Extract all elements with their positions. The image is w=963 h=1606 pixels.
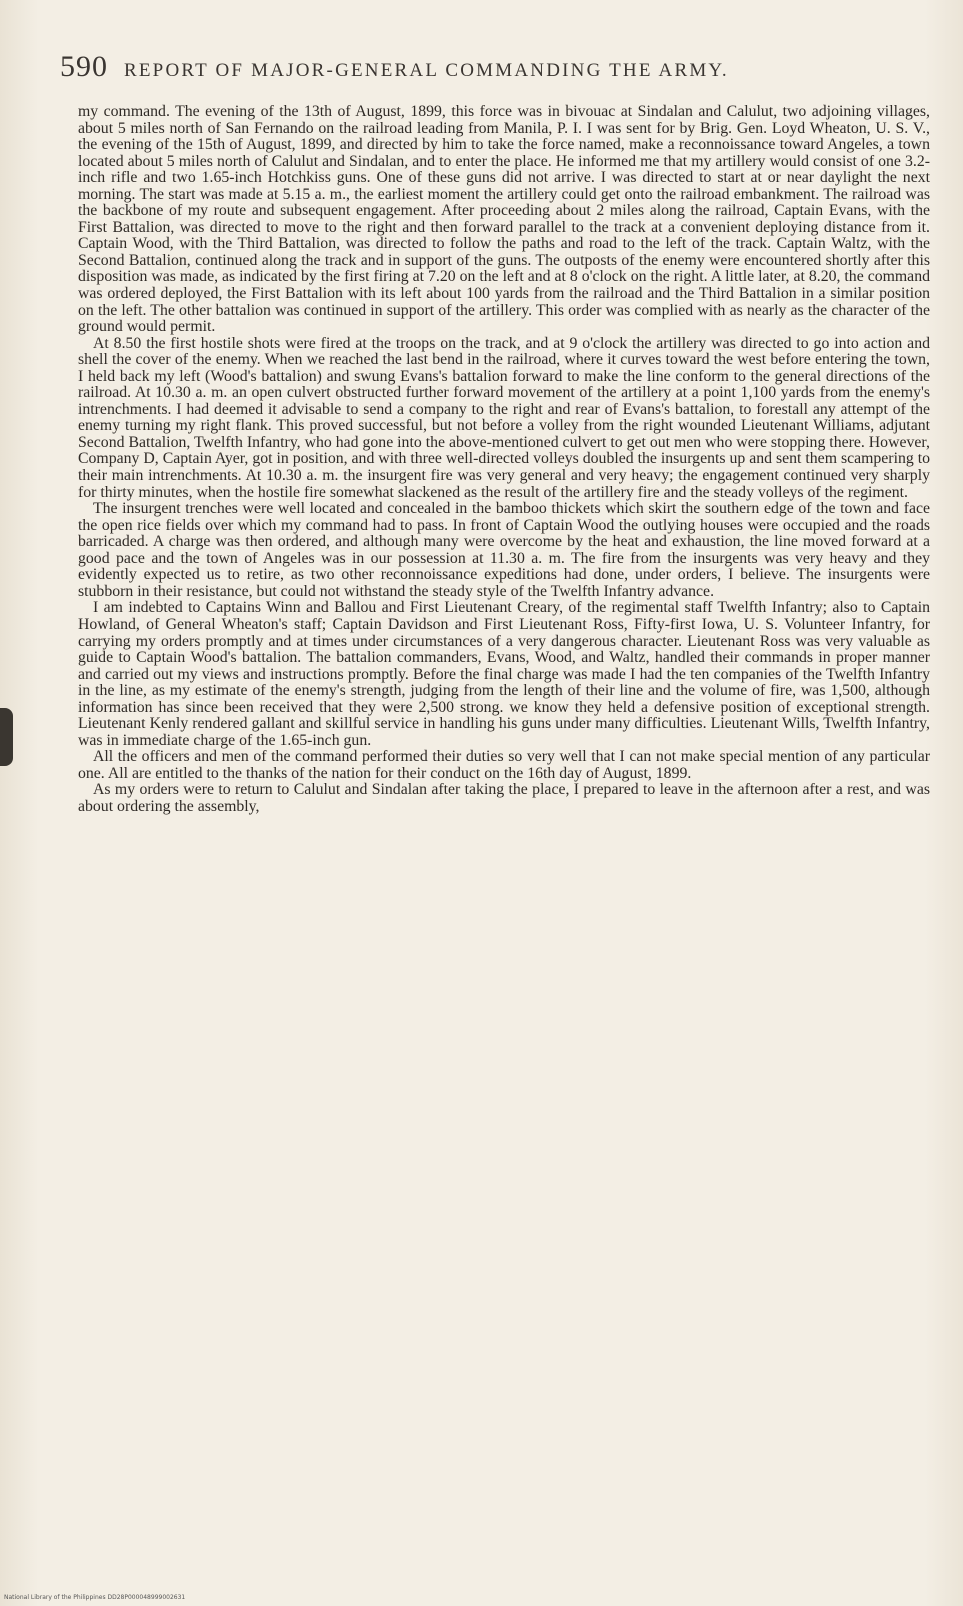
running-title: REPORT OF MAJOR-GENERAL COMMANDING THE ARMY. (124, 60, 729, 81)
paragraph-1: my command. The evening of the 13th of August, 1899, this force was in bivouac at Sindalan and Calulut, two adjoining villages, about 5 miles north of San Fernando on the railroad leading from Manila, P. I. I was sent for by Brig. Gen. Loyd Wheaton, U. S. V., the evening of the 15th of August, 1899, and directed by him to take the force named, make a reconnoissance toward Angeles, a town located about 5 miles north of Calulut and Sindalan, and to enter the place. He informed me that my artillery would consist of one 3.2-inch rifle and two 1.65-inch Hotchkiss guns. One of these guns did not arrive. I was directed to start at or near daylight the next morning. The start was made at 5.15 a. m., the earliest moment the artillery could get onto the railroad embankment. The railroad was the backbone of my route and subsequent engagement. After proceeding about 2 miles along the railroad, Captain Evans, with the First Battalion, was directed to move to the right and then forward parallel to the track at a convenient deploying distance from it. Captain Wood, with the Third Battalion, was directed to follow the paths and road to the left of the track. Captain Waltz, with the Second Battalion, continued along the track and in support of the guns. The outposts of the enemy were encountered shortly after this disposition was made, as indicated by the first firing at 7.20 on the left and at 8 o'clock on the right. A little later, at 8.20, the command was ordered deployed, the First Battalion with its left about 100 yards from the railroad and the Third Battalion in a similar position on the left. The other battalion was continued in support of the artillery. This order was complied with as nearly as the character of the ground would permit. (78, 103, 930, 336)
paragraph-6: As my orders were to return to Calulut and Sindalan after taking the place, I prepared to leave in the afternoon after a rest, and was about ordering the assembly, (78, 781, 930, 815)
paragraph-2: At 8.50 the first hostile shots were fired at the troops on the track, and at 9 o'clock the artillery was directed to go into action and shell the cover of the enemy. When we reached the last bend in the railroad, where it curves toward the west before entering the town, I held back my left (Wood's battalion) and swung Evans's battalion forward to make the line conform to the general directions of the railroad. At 10.30 a. m. an open culvert obstructed further forward movement of the artillery at a point 1,100 yards from the enemy's intrenchments. I had deemed it advisable to send a company to the right and rear of Evans's battalion, to forestall any attempt of the enemy turning my right flank. This proved successful, but not before a volley from the right wounded Lieutenant Williams, adjutant Second Battalion, Twelfth Infantry, who had gone into the above-mentioned culvert to get out men who were stopping there. However, Company D, Captain Ayer, got in position, and with three well-directed volleys doubled the insurgents up and sent them scampering to their main intrenchments. At 10.30 a. m. the insurgent fire was very general and very heavy; the engagement continued very sharply for thirty minutes, when the hostile fire somewhat slackened as the result of the artillery fire and the steady volleys of the regiment. (78, 334, 930, 501)
report-body (78, 104, 930, 816)
binding-shadow-mark (0, 708, 13, 766)
page-number: 590 (60, 50, 108, 83)
paragraph-4: I am indebted to Captains Winn and Ballou and First Lieutenant Creary, of the regimental staff Twelfth Infantry; also to Captain Howland, of General Wheaton's staff; Captain Davidson and First Lieutenant Ross, Fifty-first Iowa, U. S. Volunteer Infantry, for carrying my orders promptly and at times under circumstances of a very dangerous character. Lieutenant Ross was very valuable as guide to Captain Wood's battalion. The battalion commanders, Evans, Wood, and Waltz, handled their commands in proper manner and carried out my views and instructions promptly. Before the final charge was made I had the ten companies of the Twelfth Infantry in the line, as my estimate of the enemy's strength, judging from the length of their line and the volume of fire, was 1,500, although information has since been received that they were 2,500 strong. we know they held a defensive position of exceptional strength. Lieutenant Kenly rendered gallant and skillful service in handling his guns under many difficulties. Lieutenant Wills, Twelfth Infantry, was in immediate charge of the 1.65-inch gun. (78, 599, 930, 749)
page-header (60, 50, 880, 90)
paragraph-3: The insurgent trenches were well located and concealed in the bamboo thickets which skirt the southern edge of the town and face the open rice fields over which my command had to pass. In front of Captain Wood the outlying houses were occupied and the roads barricaded. A charge was then ordered, and although many were overcome by the heat and exhaustion, the line moved forward at a good pace and the town of Angeles was in our possession at 11.30 a. m. The fire from the insurgents was very heavy and they evidently expected us to retire, as two other reconnoissance expeditions had done, under orders, I believe. The insurgents were stubborn in their resistance, but could not withstand the steady style of the Twelfth Infantry advance. (78, 500, 930, 600)
library-credit: National Library of the Philippines DD28P000048999002631 (4, 1594, 186, 1601)
paragraph-5: All the officers and men of the command performed their duties so very well that I can not make special mention of any particular one. All are entitled to the thanks of the nation for their conduct on the 16th day of August, 1899. (78, 748, 930, 782)
